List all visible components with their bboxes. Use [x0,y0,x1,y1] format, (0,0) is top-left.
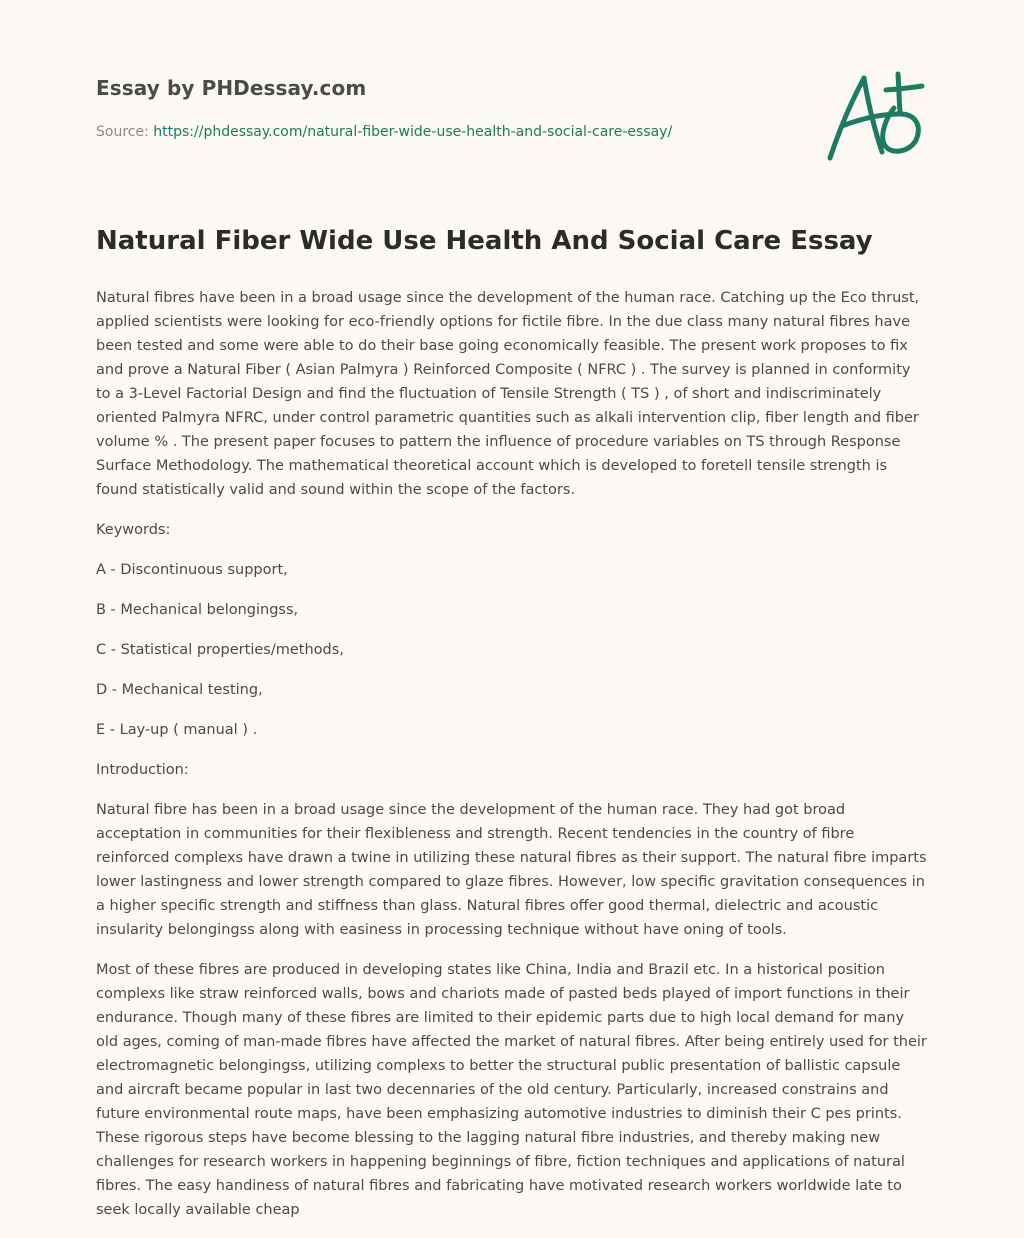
keyword-item: B - Mechanical belongingss, [96,602,299,618]
intro-paragraph: Natural fibre has been in a broad usage since the development of the human race. They had got broad acceptation in communities for their flexibleness and strength. Recent tendencies in the country of fibre reinforced complexs have drawn a twine in utilizing these natural fibres as their support. The natural fibre imparts lower lastingness and lower strength compared to glaze fibres. However, low specific gravitation consequences in a higher specific strength and stiffness than glass. Natural fibres offer good thermal, dielectric and acoustic insularity belongingss along with easiness in processing technique without have oning of tools. [96,802,927,938]
source-link[interactable]: https://phdessay.com/natural-fiber-wide-use-health-and-social-care-essay/ [153,124,673,140]
keywords-label: Keywords: [96,522,171,538]
essay-title: Natural Fiber Wide Use Health And Social Care Essay [96,226,873,256]
site-title: Essay by PHDessay.com [96,76,367,100]
keyword-item: A - Discontinuous support, [96,562,288,578]
intro-paragraph: Most of these fibres are produced in developing states like China, India and Brazil etc. In a historical position complexs like straw reinforced walls, bows and chariots made of pasted beds played of import functions in their endurance. Though many of these fibres are limited to their epidemic parts due to high local demand for many old ages, coming of man-made fibres have affected the market of natural fibres. After being entirely used for their electromagnetic belongingss, utilizing complexs to better the structural public presentation of ballistic capsule and aircraft became popular in last two decennaries of the old century. Particularly, increased constrains and future environmental route maps, have been emphasizing automotive industries to diminish their C pes prints. These rigorous steps have become blessing to the lagging natural fibre industries, and thereby making new challenges for research workers in happening beginnings of fibre, fiction techniques and applications of natural fibres. The easy handiness of natural fibres and fabricating have motivated research workers worldwide late to seek locally available cheap [96,962,927,1218]
source-line [96,124,672,140]
keyword-item: D - Mechanical testing, [96,682,263,698]
abstract-paragraph: Natural fibres have been in a broad usage since the development of the human race. Catching up the Eco thrust, applied scientists were looking for eco-friendly options for fictile fibre. In the due class many natural fibres have been tested and some were able to do their base going economically feasible. The present work proposes to fix and prove a Natural Fiber ( Asian Palmyra ) Reinforced Composite ( NFRC ) . The survey is planned in conformity to a 3-Level Factorial Design and find the fluctuation of Tensile Strength ( TS ) , of short and indiscriminately oriented Palmyra NFRC, under control parametric quantities such as alkali intervention clip, fiber length and fiber volume % . The present paper focuses to pattern the influence of procedure variables on TS through Response Surface Methodology. The mathematical theoretical account which is developed to foretell tensile strength is found statistically valid and sound within the scope of the factors. [96,290,920,498]
a-plus-logo-icon [822,68,928,164]
introduction-label: Introduction: [96,762,189,778]
essay-body [96,286,928,1238]
source-label: Source: [96,124,149,140]
keyword-item: E - Lay-up ( manual ) . [96,722,258,738]
keyword-item: C - Statistical properties/methods, [96,642,344,658]
